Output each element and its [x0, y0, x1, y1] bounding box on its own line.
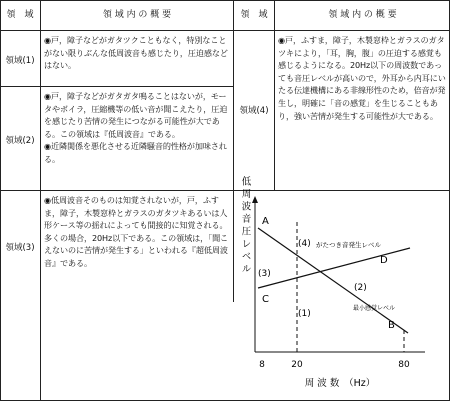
header-overview-1: 領 域 内 の 概 要	[102, 10, 172, 20]
region-1-text: ◉戸，障子などがガタツクこともなく，特別なことがない限りぶんな低周波音も感じたり，圧迫感などはない。	[44, 35, 228, 71]
zone-2-label: (2)	[354, 283, 367, 293]
x-tick-20: 20	[291, 360, 303, 370]
x-axis-label: 周 波 数 （Hz）	[304, 378, 376, 389]
rattle-line-label: がたつき音発生レベル	[316, 241, 381, 249]
zone-1-label: (1)	[298, 309, 311, 319]
region-4-text: ◉戸，ふすま，障子，木製窓枠とガラスのガタツキにより，「耳，胸，腹」の圧迫する感覚も感じるようになる。20Hz以下の周波数であっても音圧レベルが高いので，外耳から内耳にいたる伝達機構にある非線形性のため，倍音が発生し，明確に「音の感覚」を生じることもあり，強い苦情が発生する可能性が大である。	[278, 35, 446, 121]
region-3-label: 領域(3)	[5, 243, 35, 253]
x-tick-8: 8	[259, 360, 265, 370]
zone-a-label: A	[262, 216, 269, 227]
x-tick-80: 80	[398, 360, 410, 370]
region-2-text-extra: ◉近隣関係を悪化させる近隣騒音的性格が加味される。	[44, 141, 227, 164]
y-axis-label: 低周波音圧レベル	[239, 176, 251, 276]
header-region-2: 領 域	[240, 10, 268, 20]
rattle-line	[258, 248, 410, 288]
header-overview-2: 領 域 内 の 概 要	[328, 10, 397, 20]
y-axis-arrow	[252, 196, 258, 203]
threshold-line-label: 最小感覚レベル	[353, 305, 396, 312]
region-1-label: 領域(1)	[5, 56, 35, 66]
zone-4-label: (4)	[298, 239, 311, 249]
region-2-text-main: ◉戸，障子などがガタガタ鳴ることはないが，モータやボイラ，圧縮機等の低い音が聞こえたり，圧迫を感じたり苦情の発生につながる可能性が大である。この領域は『低周波音』である。	[44, 91, 228, 139]
region-3-text: ◉低周波音そのものは知覚されないが，戸，ふすま，障子，木製窓枠とガラスのガタツキあるいは人形ケース等の揺れによっても間接的に知覚される。多くの場合，20Hz以下である。この領域は，「聞こえないのに苦情が発生する」といわれる『超低周波音』である。	[44, 195, 229, 268]
header-region-1: 領 域	[6, 10, 34, 20]
region-2-label: 領域(2)	[5, 136, 35, 146]
region-4-label: 領域(4)	[239, 106, 269, 116]
zone-3-label: (3)	[258, 269, 271, 279]
zone-c-label: C	[262, 294, 269, 305]
zone-b-label: B	[388, 320, 395, 331]
zone-d-label: D	[380, 255, 388, 266]
